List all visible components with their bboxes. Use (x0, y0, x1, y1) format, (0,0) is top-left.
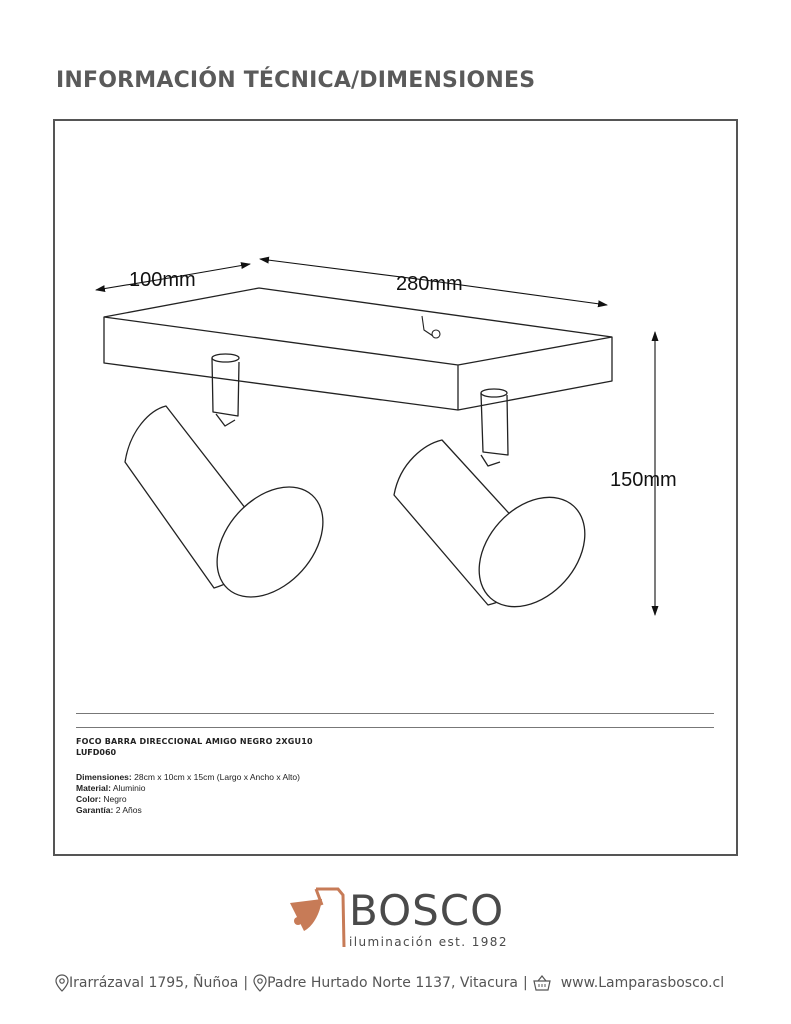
separator: | (523, 975, 528, 991)
length-label: 280mm (396, 273, 463, 295)
website-link[interactable]: www.Lamparasbosco.cl (560, 975, 725, 991)
left-spotlight (125, 354, 344, 618)
footer (55, 972, 745, 994)
product-name: FOCO BARRA DIRECCIONAL AMIGO NEGRO 2XGU10 (76, 737, 313, 746)
right-spotlight (394, 389, 606, 628)
location-pin-icon (253, 974, 267, 992)
brand-name: BOSCO (349, 886, 505, 935)
mounting-plate (104, 288, 612, 410)
product-code: LUFD060 (76, 748, 117, 757)
spec-list (76, 772, 300, 816)
separator: | (243, 975, 249, 991)
spec-dimensions: Dimensiones: 28cm x 10cm x 15cm (Largo x Ancho x Alto) (76, 772, 300, 782)
page-title: INFORMACIÓN TÉCNICA/DIMENSIONES (56, 68, 536, 93)
spec-warranty: Garantía: 2 Años (76, 805, 142, 815)
lamp-logo-icon (286, 885, 348, 951)
divider (76, 727, 714, 728)
height-label: 150mm (610, 469, 677, 491)
address-vitacura: Padre Hurtado Norte 1137, Vitacura (267, 975, 518, 991)
location-pin-icon (55, 974, 69, 992)
divider (76, 713, 714, 714)
width-label: 100mm (129, 269, 196, 291)
brand-tagline: iluminación est. 1982 (349, 935, 508, 949)
spec-color: Color: Negro (76, 794, 127, 804)
address-nunoa: Irarrázaval 1795, Ñuñoa (69, 975, 239, 991)
shopping-basket-icon (533, 975, 551, 991)
spec-material: Material: Aluminio (76, 783, 146, 793)
